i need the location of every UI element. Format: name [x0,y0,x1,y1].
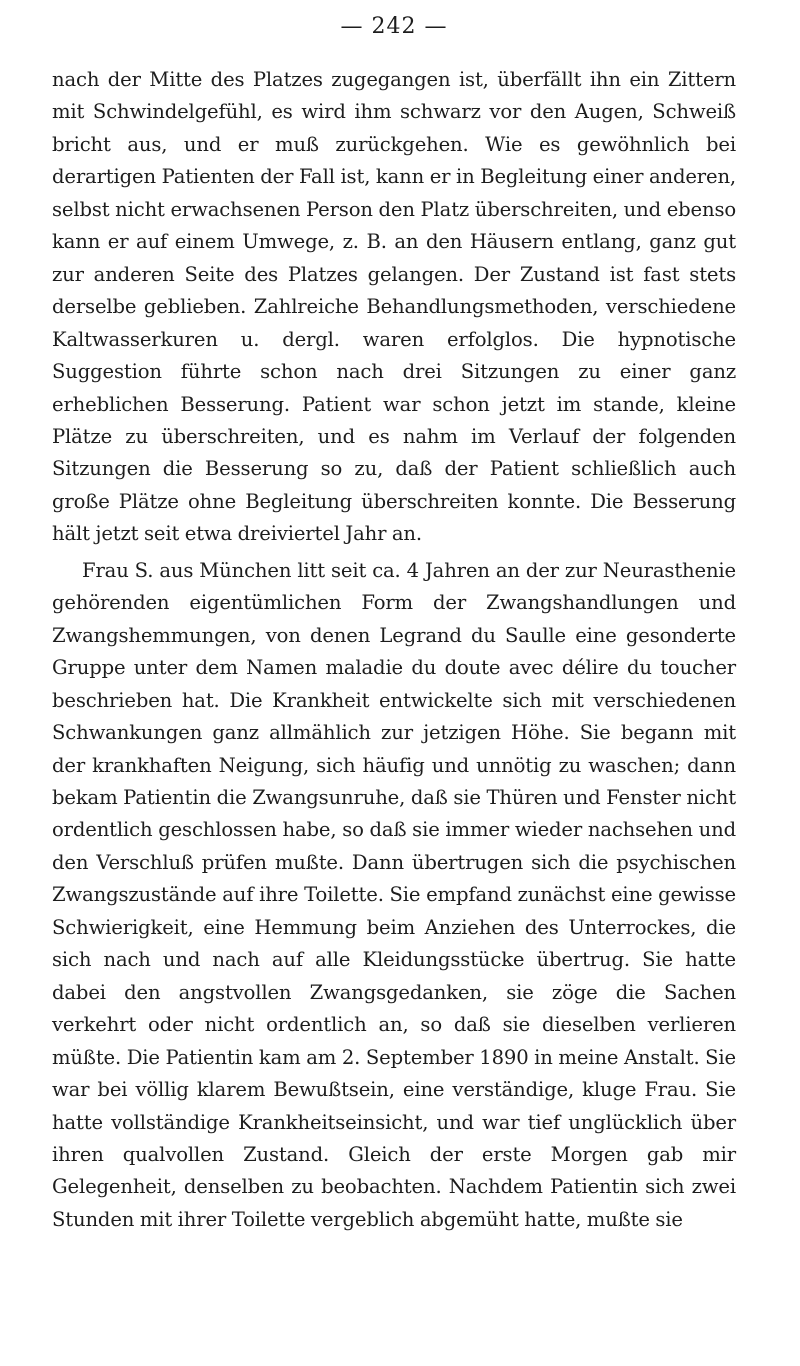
paragraph-case-frau-s: Frau S. aus München litt seit ca. 4 Jahren an der zur Neurasthenie gehörenden eigentümlichen Form der Zwangshandlungen und Zwangshemmungen, von denen Legrand du Saulle eine gesonderte Gruppe unter dem Namen maladie du doute avec délire du toucher beschrieben hat. Die Krankheit entwickelte sich mit verschiedenen Schwankungen ganz allmählich zur jetzigen Höhe. Sie begann mit der krankhaften Neigung, sich häufig und unnötig zu waschen; dann bekam Patientin die Zwangsunruhe, daß sie Thüren und Fenster nicht ordentlich geschlossen habe, so daß sie immer wieder nachsehen und den Verschluß prüfen mußte. Dann übertrugen sich die psychischen Zwangszustände auf ihre Toilette. Sie empfand zunächst eine gewisse Schwierigkeit, eine Hemmung beim Anziehen des Unterrockes, die sich nach und nach auf alle Kleidungsstücke übertrug. Sie hatte dabei den angstvollen Zwangsgedanken, sie zöge die Sachen verkehrt oder nicht ordentlich an, so daß sie dieselben verlieren müßte. Die Patientin kam am 2. September 1890 in meine Anstalt. Sie war bei völlig klarem Bewußtsein, eine verständige, kluge Frau. Sie hatte vollständige Krankheitseinsicht, und war tief unglücklich über ihren qualvollen Zustand. Gleich der erste Morgen gab mir Gelegenheit, denselben zu beobachten. Nachdem Patientin sich zwei Stunden mit ihrer Toilette vergeblich abgemüht hatte, mußte sie [52,558,736,1231]
book-page [52,0,736,1236]
paragraph-continued: nach der Mitte des Platzes zugegangen ist, überfällt ihn ein Zittern mit Schwindelgefühl, es wird ihm schwarz vor den Augen, Schweiß bricht aus, und er muß zurückgehen. Wie es gewöhnlich bei derartigen Patienten der Fall ist, kann er in Begleitung einer anderen, selbst nicht erwachsenen Person den Platz überschreiten, und ebenso kann er auf einem Umwege, z. B. an den Häusern entlang, ganz gut zur anderen Seite des Platzes gelangen. Der Zustand ist fast stets derselbe geblieben. Zahlreiche Behandlungsmethoden, verschiedene Kaltwasserkuren u. dergl. waren erfolglos. Die hypnotische Suggestion führte schon nach drei Sitzungen zu einer ganz erheblichen Besserung. Patient war schon jetzt im stande, kleine Plätze zu überschreiten, und es nahm im Verlauf der folgenden Sitzungen die Besserung so zu, daß der Patient schließlich auch große Plätze ohne Begleitung überschreiten konnte. Die Besserung hält jetzt seit etwa dreiviertel Jahr an. [52,68,736,546]
page-number: — 242 — [340,14,448,39]
